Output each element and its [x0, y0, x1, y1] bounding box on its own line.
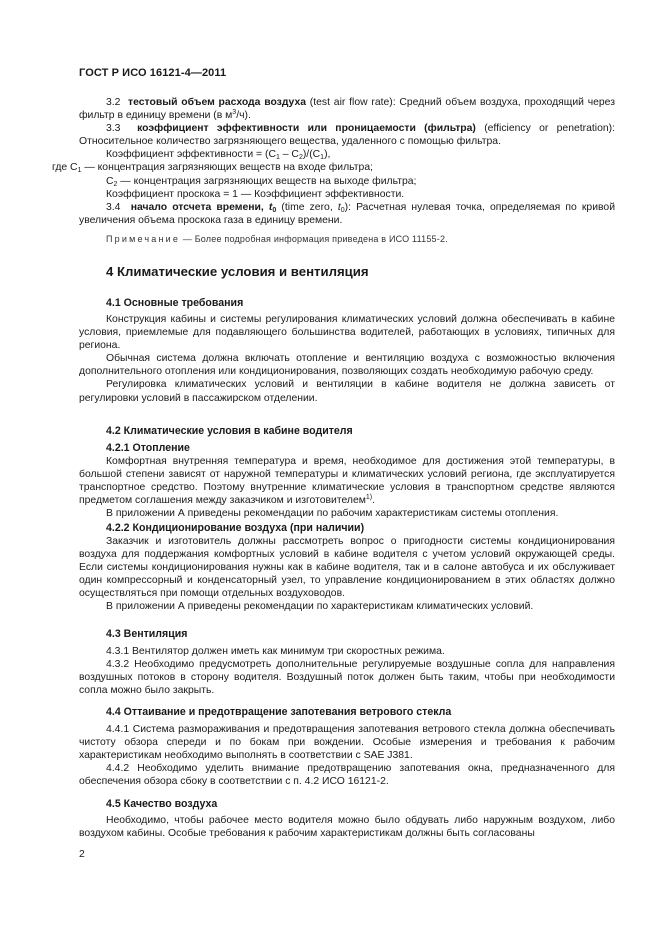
- section-4-1-body: [79, 313, 615, 405]
- paragraph: В приложении А приведены рекомендации по характеристикам климатических условий.: [106, 601, 534, 613]
- section-4-4-body: [79, 723, 615, 788]
- page-number: 2: [79, 849, 85, 860]
- paragraph: Заказчик и изготовитель должны рассмотреть вопрос о пригодности системы кондиционирования воздуха для поддержания комфортных условий в кабине водителя с учетом условий окружающей среды. Если системы кондиционирования нужны как в кабине водителя, так и в салоне автобуса и их обслуживает один компрессорный и конденсаторный узел, то управление кондиционированием в этих областях должно осуществляться при помощи отдельных воздуховодов.: [79, 536, 615, 600]
- paragraph: Обычная система должна включать отопление и вентиляцию воздуха с возможностью включения дополнительного отопления или кондиционирования, позволяющих создать необходимую рабочую среду.: [79, 353, 615, 378]
- definition-3-3: 3.3 коэффициент эффективности или проницаемости (фильтра) (efficiency or penetration): Относительное количество загрязняющего вещества, удаленного с помощью фильтра.: [79, 123, 615, 148]
- definitions-block: [52, 96, 616, 246]
- section-4-2-2-body: [79, 535, 615, 614]
- section-4-5-body: [79, 814, 615, 840]
- section-4-4-title: 4.4 Оттаивание и предотвращение запотевания ветрового стекла: [106, 706, 452, 718]
- section-4-2-1-title: 4.2.1 Отопление: [106, 442, 190, 454]
- document-header: ГОСТ Р ИСО 16121-4—2011: [79, 67, 227, 79]
- paragraph: 4.4.2 Необходимо уделить внимание предотвращению запотевания окна, предназначенного для обеспечения обзора сбоку в соответствии с п. 4.2 ИСО 16121-2.: [79, 763, 615, 788]
- paragraph: Конструкция кабины и системы регулирования климатических условий должна обеспечивать в кабине условия, приемлемые для подавляющего большинства водителей, работающих в условиях, типичных для региона.: [79, 314, 615, 352]
- paragraph: 4.4.1 Система размораживания и предотвращения запотевания ветрового стекла должна обеспечивать чистоту обзора спереди и по бокам при вождении. Особые измерения и требования к рабочим характеристикам необходимо выполнять в соответствии с SAE J381.: [79, 724, 615, 762]
- section-4-2-1-body: [79, 455, 615, 520]
- note: Примечание — Более подробная информация приведена в ИСО 11155-2.: [106, 233, 448, 244]
- paragraph: 4.3.2 Необходимо предусмотреть дополнительные регулируемые воздушные сопла для направления воздушных потоков в сторону водителя. Воздушный поток должен быть таким, чтобы при необходимости сопла можно было закрыть.: [79, 659, 615, 697]
- section-4-2-title: 4.2 Климатические условия в кабине водителя: [106, 425, 353, 437]
- section-4-title: 4 Климатические условия и вентиляция: [106, 264, 369, 279]
- section-4-1-title: 4.1 Основные требования: [106, 297, 244, 309]
- paragraph: В приложении А приведены рекомендации по рабочим характеристикам системы отопления.: [106, 508, 559, 520]
- section-4-5-title: 4.5 Качество воздуха: [106, 798, 218, 810]
- section-4-2-2-title: 4.2.2 Кондиционирование воздуха (при наличии): [106, 522, 365, 534]
- section-4-3-body: [79, 645, 615, 697]
- paragraph: Комфортная внутренняя температура и время, необходимое для достижения этой температуры, в большой степени зависят от наружной температуры и климатических условий региона, где эксплуатируется транспортное средство. Поэтому внутренние климатические условия в транспортном средстве являются предметом соглашения между заказчиком и изготовителем$^{1)}$.: [79, 456, 615, 507]
- paragraph: Необходимо, чтобы рабочее место водителя можно было обдувать либо наружным воздухом, либо воздухом кабины. Особые требования к рабочим характеристикам должны быть согласованы: [79, 815, 615, 840]
- formula-where-c2: $C_2$ — концентрация загрязняющих веществ на выходе фильтра;: [106, 175, 417, 188]
- formula-where-c1: где $C_1$ — концентрация загрязняющих веществ на входе фильтра;: [52, 162, 373, 175]
- definition-3-4: 3.4 начало отсчета времени, $t_0$ (time zero, $t_0$): Расчетная нулевая точка, определяемая по кривой увеличения объема проскока газа в единицу времени.: [79, 201, 616, 226]
- efficiency-formula: Коэффициент эффективности = $(C_1 - C_2)/(C_1)$,: [106, 149, 331, 162]
- section-4-3-title: 4.3 Вентиляция: [106, 628, 188, 640]
- formula-breakthrough: Коэффициент проскока = 1 — Коэффициент эффективности.: [106, 188, 405, 200]
- paragraph: 4.3.1 Вентилятор должен иметь как минимум три скоростных режима.: [106, 646, 445, 657]
- definition-3-2: 3.2 тестовый объем расхода воздуха (test air flow rate): Средний объем воздуха, проходящий через фильтр в единицу времени (в $м^3/ч$).: [79, 97, 615, 122]
- paragraph: Регулировка климатических условий и вентиляции в кабине водителя не должна зависеть от регулировки условий в пассажирском отделении.: [79, 379, 615, 404]
